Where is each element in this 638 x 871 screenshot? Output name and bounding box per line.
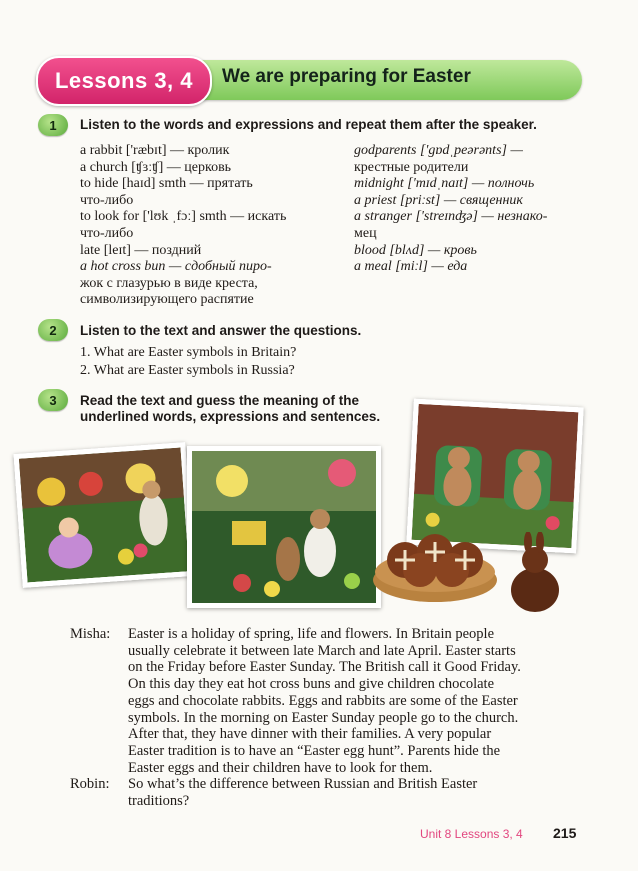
dialog-line: symbols. In the morning on Easter Sunday people go to the church. (128, 709, 519, 726)
task-3-instruction-line: Read the text and guess the meaning of the (80, 393, 360, 408)
speaker-name: Robin: (70, 776, 110, 793)
page-title: We are preparing for Easter (222, 66, 471, 87)
dialog-entry (70, 626, 580, 776)
dialog-text (70, 626, 580, 810)
task-1-instruction: Listen to the words and expressions and repeat them after the speaker. (80, 117, 537, 132)
dialog-line: eggs and chocolate rabbits. Eggs and rabbits are some of the Easter (128, 692, 518, 709)
vocab-line: a hot cross bun — сдобный пиро- (80, 259, 272, 275)
vocab-line: мец (354, 225, 377, 241)
vocab-line: a meal [miːl] — еда (354, 259, 468, 275)
vocab-line: жок с глазурью в виде креста, (80, 275, 258, 291)
easter-garden-photo-left (14, 442, 195, 588)
vocab-line: a church [ʧɜːʧ] — церковь (80, 159, 232, 175)
task-number-3: 3 (38, 389, 68, 411)
vocab-line: blood [blʌd] — кровь (354, 242, 477, 258)
footer-unit-label: Unit 8 Lessons 3, 4 (420, 827, 523, 841)
vocab-line: a stranger ['streɪnʤə] — незнако- (354, 209, 548, 225)
dialog-line: After that, they have dinner with their families. A very popular (128, 726, 492, 743)
dialog-line: So what’s the difference between Russian and British Easter (128, 776, 478, 793)
speaker-text (128, 626, 580, 776)
task-3-instruction-line: underlined words, expressions and sentences. (80, 409, 381, 424)
lessons-label: Lessons 3, 4 (36, 56, 212, 106)
question-list (80, 344, 296, 379)
dialog-line: usually celebrate it between late March and late April. Easter starts (128, 642, 516, 659)
dialog-line: traditions? (128, 793, 190, 810)
vocab-line: to look for ['lʊk ˌfɔː] smth — искать (80, 209, 287, 225)
dialog-entry (70, 776, 580, 809)
task-number-1: 1 (38, 114, 68, 136)
dialog-line: On this day they eat hot cross buns and give children chocolate (128, 676, 495, 693)
chocolate-rabbit-icon (505, 532, 563, 612)
vocab-line: крестные родители (354, 159, 469, 175)
hot-cross-buns-basket (370, 520, 500, 604)
vocab-line: a rabbit ['ræbɪt] — кролик (80, 143, 230, 158)
buns-illustration (370, 520, 500, 604)
speaker-name: Misha: (70, 626, 111, 642)
speaker-text (128, 776, 580, 809)
task-2-instruction: Listen to the text and answer the questions. (80, 323, 362, 338)
task-number-2: 2 (38, 319, 68, 341)
page-number: 215 (553, 825, 577, 841)
vocab-line: late [leɪt] — поздний (80, 242, 202, 258)
question-item: 1. What are Easter symbols in Britain? (80, 345, 297, 360)
task-3-instruction (80, 393, 380, 425)
vocab-list-right (354, 143, 547, 276)
garden-child-illustration (19, 448, 189, 583)
vocab-line: a priest [priːst] — священник (354, 192, 523, 208)
dialog-line: Easter is a holiday of spring, life and flowers. In Britain people (128, 626, 495, 642)
vocab-line: что-либо (80, 192, 134, 208)
dialog-line: on the Friday before Easter Sunday. The British call it Good Friday. (128, 659, 521, 676)
question-item: 2. What are Easter symbols in Russia? (80, 362, 295, 378)
vocab-line: godparents ['gɒdˌpeərənts] — (354, 143, 523, 158)
vocab-line: midnight ['mɪdˌnaɪt] — полночь (354, 176, 535, 192)
easter-garden-photo-center (187, 446, 381, 608)
vocab-list-left (80, 143, 286, 309)
rabbits-garden-illustration (192, 451, 376, 603)
dialog-line: Easter eggs and their children have to look for them. (128, 759, 433, 776)
vocab-line: to hide [haɪd] smth — прятать (80, 176, 253, 192)
chocolate-rabbit (505, 532, 563, 612)
dialog-line: Easter tradition is to have an “Easter egg hunt”. Parents hide the (128, 742, 501, 759)
vocab-line: что-либо (80, 225, 134, 241)
vocab-line: символизирующего распятие (80, 292, 254, 308)
